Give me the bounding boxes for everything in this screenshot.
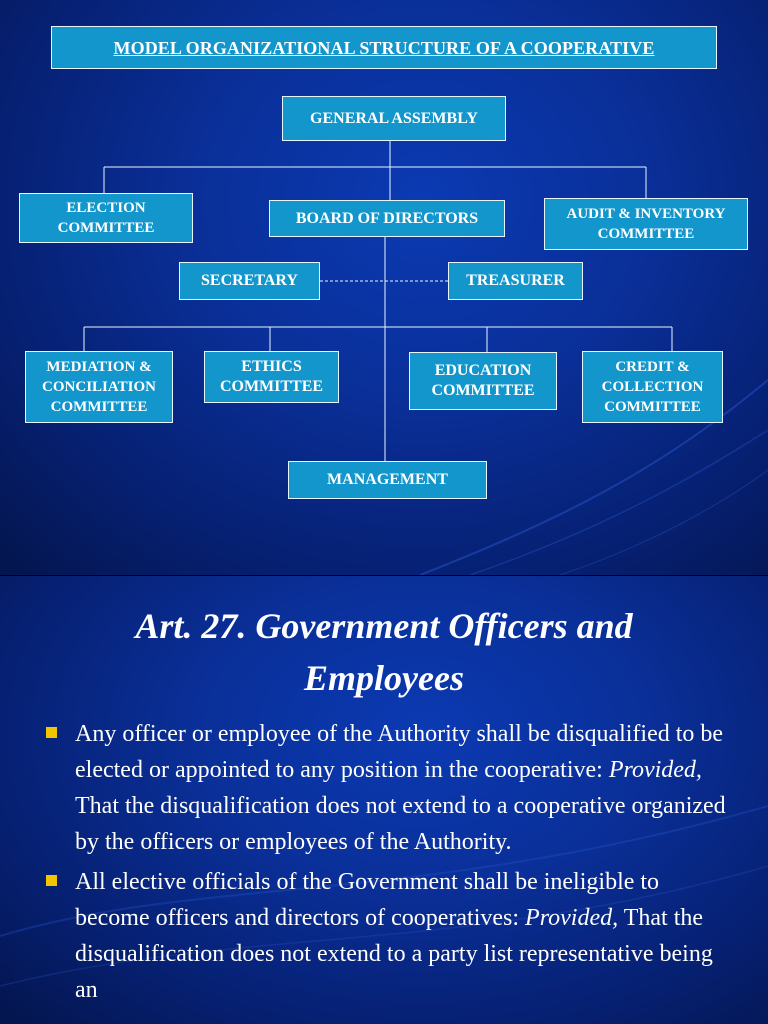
node-board-of-directors: BOARD OF DIRECTORS [269,200,505,237]
node-audit-inventory-committee: AUDIT & INVENTORY COMMITTEE [544,198,748,250]
bullet-text: All elective officials of the Government shall be ineligible to become officers and directors of cooperatives: [75,869,660,931]
square-bullet-icon [46,875,57,886]
bullet-italic-text: Provided, [525,905,619,931]
node-management: MANAGEMENT [288,461,487,499]
node-general-assembly: GENERAL ASSEMBLY [282,96,506,141]
node-ethics-committee: ETHICS COMMITTEE [204,351,339,403]
node-secretary: SECRETARY [179,262,320,300]
node-election-committee: ELECTION COMMITTEE [19,193,193,243]
node-credit-collection-committee: CREDIT & COLLECTION COMMITTEE [582,351,723,423]
article-slide [0,576,768,1024]
bullet-item [46,716,736,860]
bullet-text: Any officer or employee of the Authority shall be disqualified to be elected or appointed to any position in the cooperative: [75,721,724,783]
bullet-italic-text: Provided, [608,757,702,783]
article-heading-line-2: Employees [304,658,464,698]
article-heading [0,600,768,704]
bullet-text: That the disqualification does not extend to a party list representative being an [75,905,713,1003]
node-education-committee: EDUCATION COMMITTEE [409,352,557,410]
bullet-item [46,864,736,1008]
bullet-text: That the disqualification does not extend to a cooperative organized by the officers or employees of the Authority. [75,793,726,855]
square-bullet-icon [46,727,57,738]
node-mediation-conciliation-committee: MEDIATION & CONCILIATION COMMITTEE [25,351,173,423]
article-heading-line-1: Art. 27. Government Officers and [135,606,633,646]
chart-title: MODEL ORGANIZATIONAL STRUCTURE OF A COOPERATIVE [51,26,717,69]
bullet-list [46,716,736,1012]
node-treasurer: TREASURER [448,262,583,300]
